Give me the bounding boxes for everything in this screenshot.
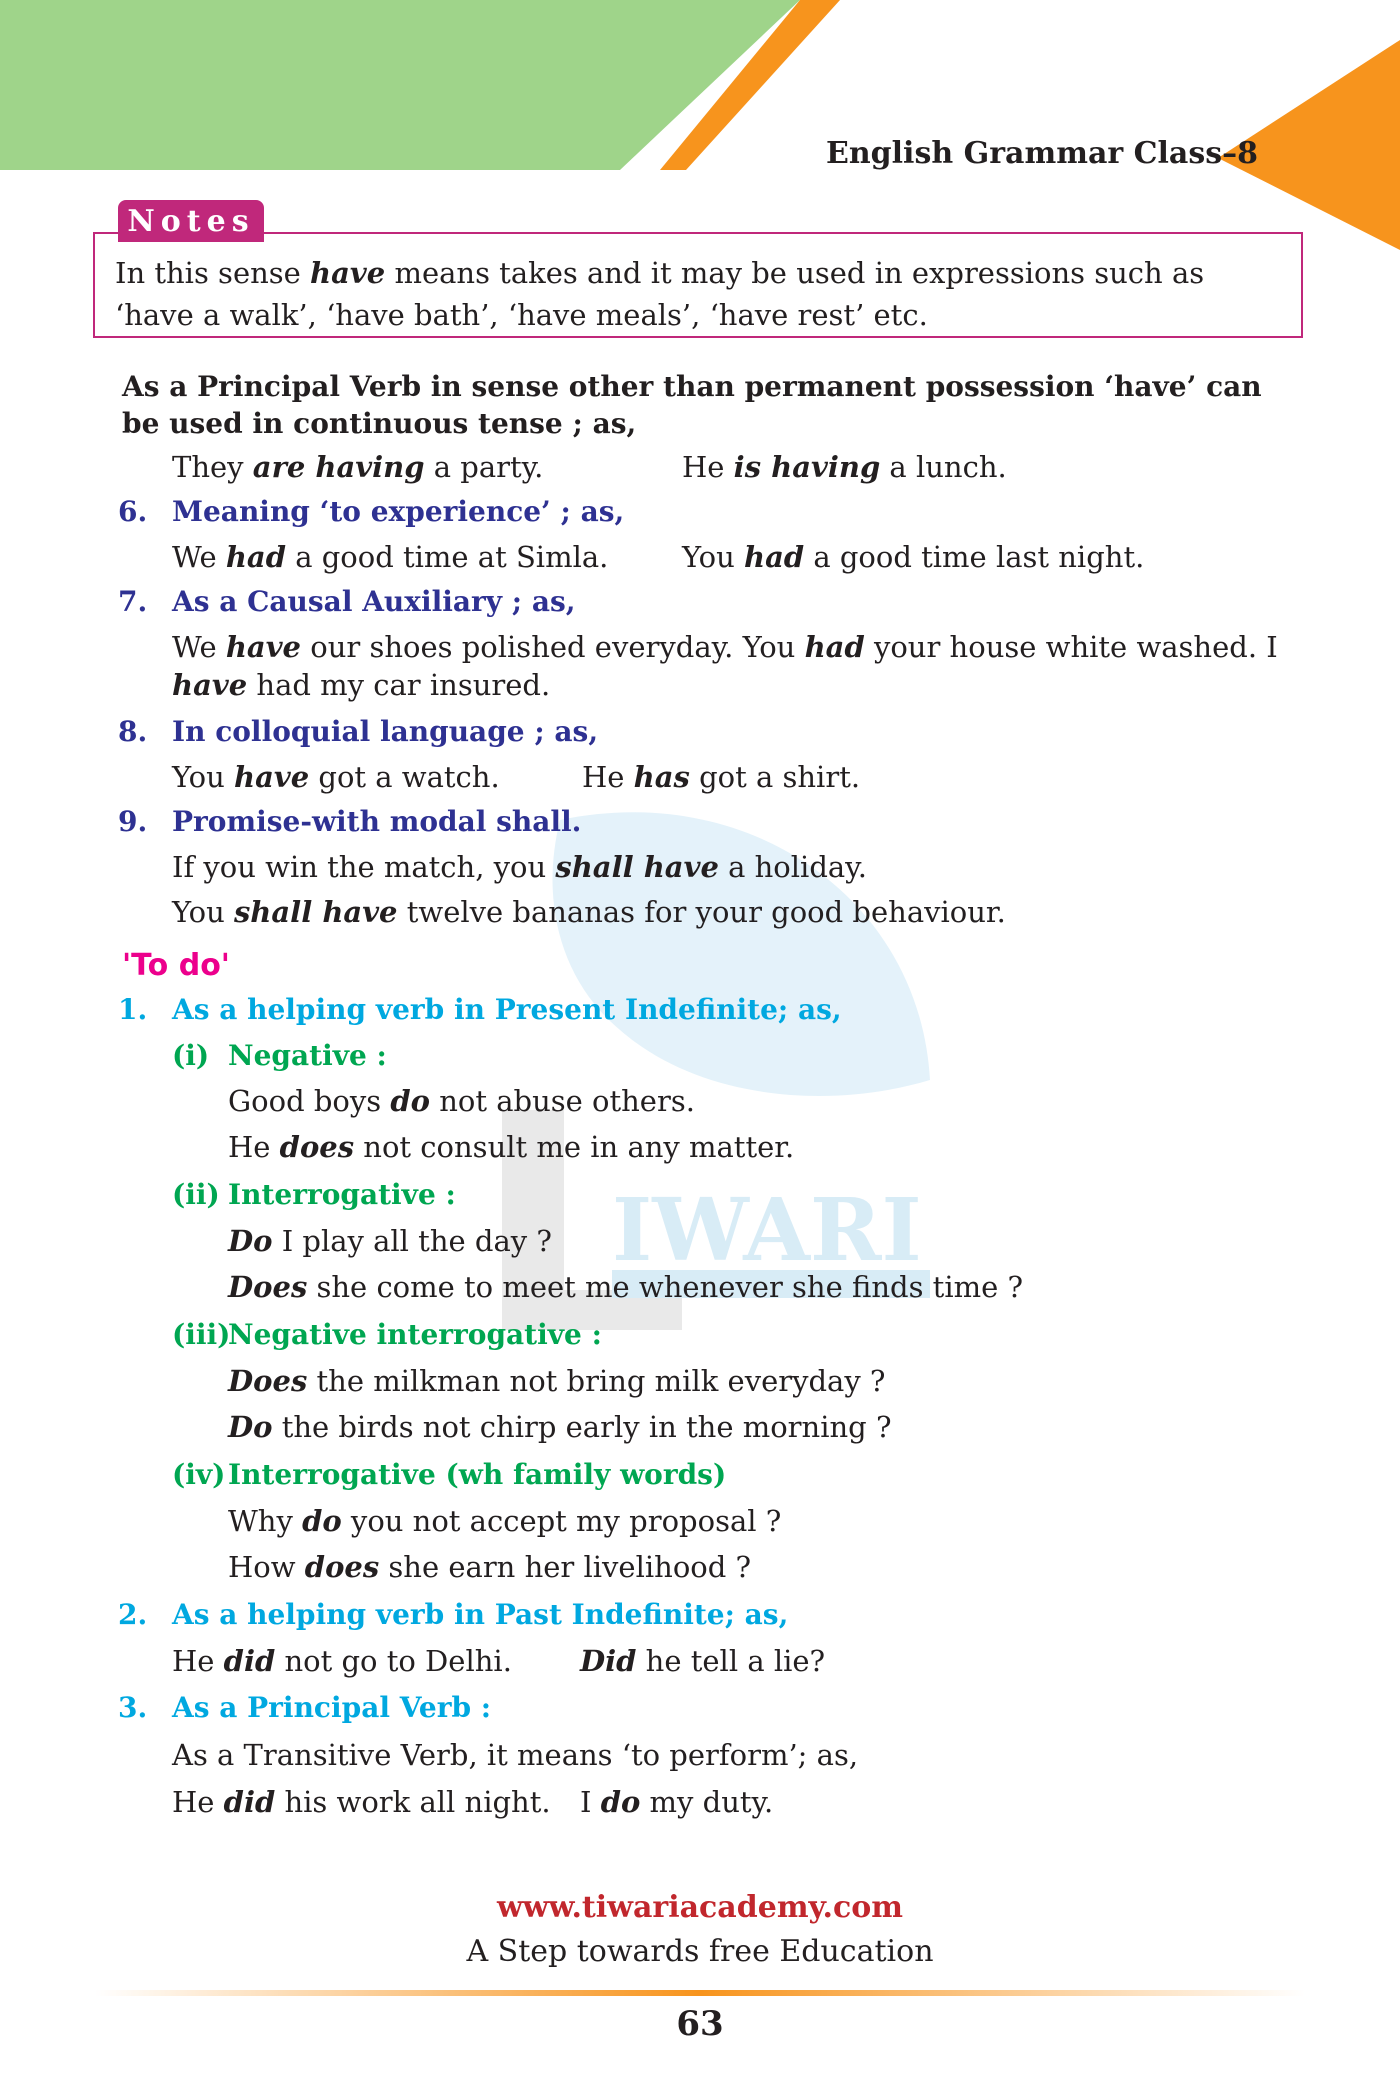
notes-emphasis: have	[310, 256, 386, 290]
green-band	[0, 0, 800, 170]
item-6-number: 6.	[118, 495, 148, 528]
item-9-heading: Promise-with modal shall.	[172, 805, 582, 838]
todo-item-1-number: 1.	[118, 993, 148, 1026]
item-7-number: 7.	[118, 585, 148, 618]
footer-url-link[interactable]: www.tiwariacademy.com	[496, 1890, 904, 1925]
sub-iii-label: (iii)	[172, 1318, 231, 1351]
intro-paragraph: As a Principal Verb in sense other than permanent possession ‘have’ can be used in continuous tense ; as,	[122, 370, 1262, 440]
example-8-right: He has got a shirt.	[582, 760, 861, 794]
sub-ii-example-2: Does she come to meet me whenever she finds time ?	[228, 1270, 1024, 1304]
item-7-heading: As a Causal Auxiliary ; as,	[172, 585, 576, 618]
sub-iii-heading: Negative interrogative :	[228, 1318, 602, 1351]
example-6-left: We had a good time at Simla.	[172, 540, 609, 574]
footer-divider	[95, 1990, 1305, 1996]
example-6-right: You had a good time last night.	[682, 540, 1145, 574]
todo-item-1-heading: As a helping verb in Present Indefinite; as,	[172, 993, 842, 1026]
notes-tab: Notes	[118, 200, 264, 242]
sub-i-example-2: He does not consult me in any matter.	[228, 1130, 795, 1164]
todo-example-2-right: Did he tell a lie?	[580, 1644, 826, 1678]
todo-item-2-heading: As a helping verb in Past Indefinite; as,	[172, 1598, 789, 1631]
item-6-heading: Meaning ‘to experience’ ; as,	[172, 495, 625, 528]
example-continuous-left: They are having a party.	[172, 450, 544, 484]
notes-box	[93, 232, 1303, 338]
sub-iv-heading: Interrogative (wh family words)	[228, 1458, 727, 1491]
header-title: English Grammar Class–8	[826, 136, 1258, 171]
sub-iii-example-2: Do the birds not chirp early in the morning ?	[228, 1410, 892, 1444]
sub-i-label: (i)	[172, 1039, 210, 1072]
sub-ii-label: (ii)	[172, 1178, 220, 1211]
item-8-heading: In colloquial language ; as,	[172, 715, 599, 748]
sub-ii-heading: Interrogative :	[228, 1178, 456, 1211]
to-do-heading: 'To do'	[122, 948, 230, 983]
item-9-number: 9.	[118, 805, 148, 838]
sub-iv-label: (iv)	[172, 1458, 226, 1491]
todo-example-3-intro: As a Transitive Verb, it means ‘to perform’; as,	[172, 1738, 859, 1772]
example-continuous-right: He is having a lunch.	[682, 450, 1007, 484]
example-8-left: You have got a watch.	[172, 760, 500, 794]
notes-text-after: means takes and it may be used in expressions such as ‘have a walk’, ‘have bath’, ‘have meals’, ‘have rest’ etc.	[115, 256, 1205, 332]
todo-item-2-number: 2.	[118, 1598, 148, 1631]
example-7: We have our shoes polished everyday. You had your house white washed. I have had my car insured.	[172, 630, 1278, 702]
watermark-text: IWARI	[612, 1180, 922, 1281]
item-8-number: 8.	[118, 715, 148, 748]
todo-example-2-left: He did not go to Delhi.	[172, 1644, 512, 1678]
footer-tagline: A Step towards free Education	[466, 1934, 934, 1969]
sub-i-heading: Negative :	[228, 1039, 387, 1072]
example-9-line-1: If you win the match, you shall have a holiday.	[172, 850, 867, 884]
notes-text-before: In this sense	[115, 256, 311, 290]
todo-example-3-left: He did his work all night.	[172, 1785, 551, 1819]
sub-ii-example-1: Do I play all the day ?	[228, 1224, 552, 1258]
page-number: 63	[676, 2004, 724, 2044]
todo-example-3-right: I do my duty.	[580, 1785, 774, 1819]
sub-iv-example-2: How does she earn her livelihood ?	[228, 1550, 752, 1584]
sub-iii-example-1: Does the milkman not bring milk everyday ?	[228, 1364, 886, 1398]
example-9-line-2: You shall have twelve bananas for your good behaviour.	[172, 895, 1006, 929]
todo-item-3-number: 3.	[118, 1691, 148, 1724]
todo-item-3-heading: As a Principal Verb :	[172, 1691, 492, 1724]
sub-iv-example-1: Why do you not accept my proposal ?	[228, 1504, 782, 1538]
sub-i-example-1: Good boys do not abuse others.	[228, 1084, 695, 1118]
